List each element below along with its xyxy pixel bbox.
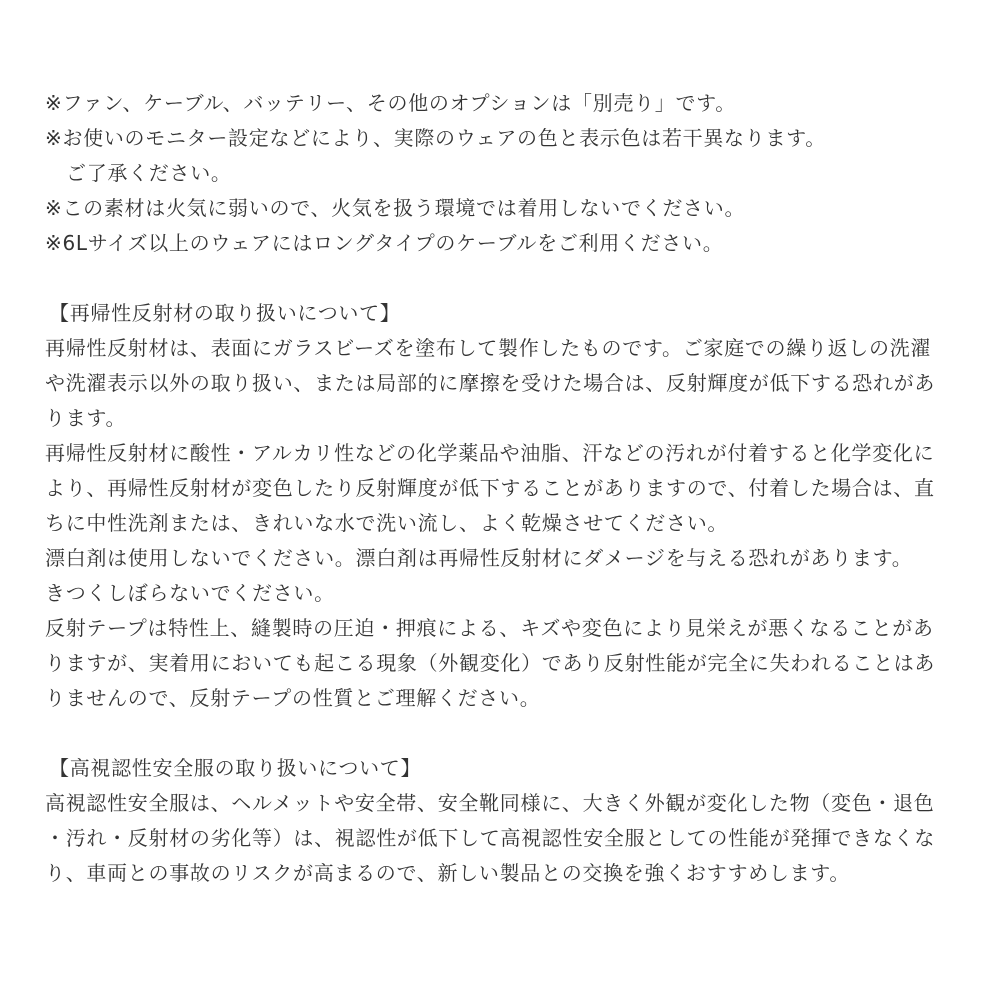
paragraph-line: きつくしぼらないでください。 (45, 581, 335, 605)
note-line: ※6Lサイズ以上のウェアにはロングタイプのケーブルをご利用ください。 (45, 231, 724, 255)
document (45, 86, 975, 891)
paragraph-line: や洗濯表示以外の取り扱い、または局部的に摩擦を受けた場合は、反射輝度が低下する恐れがあ (45, 371, 936, 395)
section-heading: 【高視認性安全服の取り扱いについて】 (49, 756, 422, 780)
blank-line (45, 261, 975, 296)
note-line: ※この素材は火気に弱いので、火気を扱う環境では着用しないでください。 (45, 196, 746, 220)
paragraph-line: ・汚れ・反射材の劣化等）は、視認性が低下して高視認性安全服としての性能が発揮できなくな (45, 826, 936, 850)
paragraph-line: りませんので、反射テープの性質とご理解ください。 (45, 686, 541, 710)
section-heading: 【再帰性反射材の取り扱いについて】 (49, 301, 401, 325)
section-reflective-material (45, 296, 975, 716)
paragraph-line: り、車両との事故のリスクが高まるので、新しい製品との交換を強くおすすめします。 (45, 861, 851, 885)
blank-line (45, 716, 975, 751)
note-line: ※お使いのモニター設定などにより、実際のウェアの色と表示色は若干異なります。 (45, 126, 826, 150)
note-line: ※ファン、ケーブル、バッテリー、その他のオプションは「別売り」です。 (45, 91, 736, 115)
paragraph-line: りますが、実着用においても起こる現象（外観変化）であり反射性能が完全に失われることはあ (45, 651, 936, 675)
note-line: ご了承ください。 (66, 161, 232, 185)
paragraph-line: 再帰性反射材は、表面にガラスビーズを塗布して製作したものです。ご家庭での繰り返しの洗濯 (45, 336, 932, 360)
notes-block (45, 86, 975, 261)
paragraph-line: 再帰性反射材に酸性・アルカリ性などの化学薬品や油脂、汗などの汚れが付着すると化学変化に (45, 441, 935, 465)
paragraph-line: 漂白剤は使用しないでください。漂白剤は再帰性反射材にダメージを与える恐れがあります。 (45, 546, 913, 570)
paragraph-line: 高視認性安全服は、ヘルメットや安全帯、安全靴同様に、大きく外観が変化した物（変色・退色 (45, 791, 935, 815)
section-high-visibility-clothing (45, 751, 975, 891)
paragraph-line: より、再帰性反射材が変色したり反射輝度が低下することがありますので、付着した場合は、直 (45, 476, 935, 500)
paragraph-line: ちに中性洗剤または、きれいな水で洗い流し、よく乾燥させてください。 (45, 511, 729, 535)
paragraph-line: 反射テープは特性上、縫製時の圧迫・押痕による、キズや変色により見栄えが悪くなることがあ (45, 616, 934, 640)
paragraph-line: ります。 (45, 406, 127, 430)
